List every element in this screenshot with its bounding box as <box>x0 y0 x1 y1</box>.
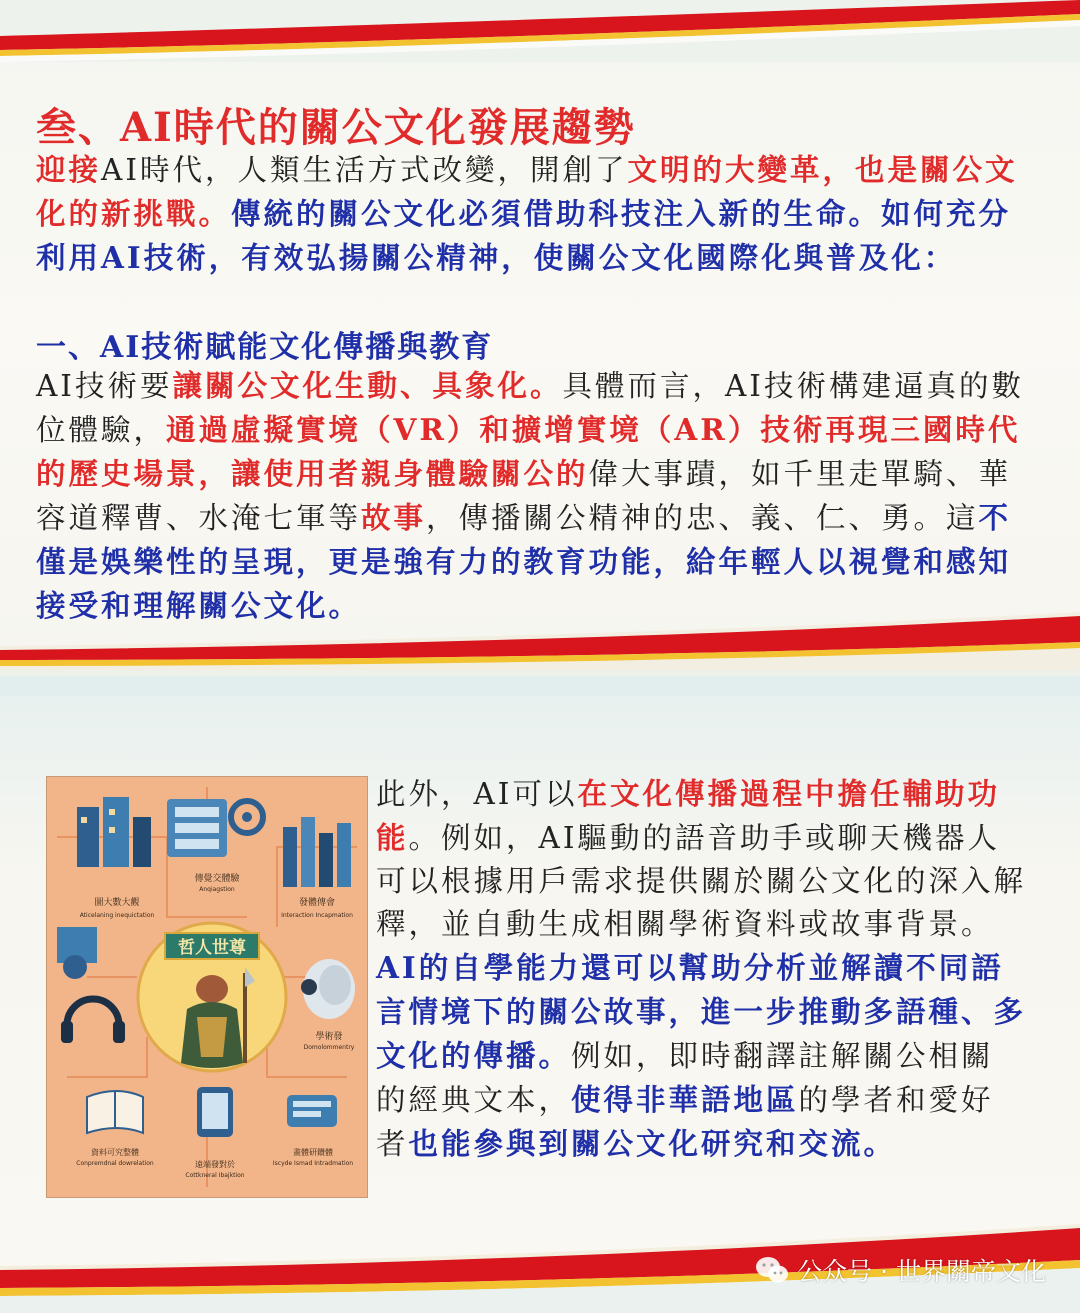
intro-emphasis-blue: 傳統的關公文化必須借助科技注入新的生命。如何充分利用AI技術，有效弘揚關公精神，使關公文化國際化與普及化： <box>36 196 1012 275</box>
intro-text: AI時代，人類生活方式改變，開創了 <box>101 153 628 187</box>
label-3-en: Interaction Incapmation <box>281 912 353 919</box>
ai-assist-text: 此外，AI可以 <box>376 777 578 811</box>
section-emphasis-red: 讓關公文化生動、具象化。 <box>172 368 563 403</box>
watermark-text: 公众号 · 世界關帝文化 <box>797 1257 1046 1286</box>
ai-assist-emphasis-blue: AI的自學能力還可以幫助分析並解讀不同語言情境下的關公故事，進一步推動多語種、多文化的傳播。 <box>376 950 1027 1073</box>
intro-emphasis-red: 文明的大變革，也是關公文化的新挑戰。 <box>36 152 1018 231</box>
label-1: 圖大數大觀 <box>94 898 140 908</box>
section-paragraph <box>36 364 1036 628</box>
label-7-en: Iscyde Ismad Intradmation <box>272 1160 354 1167</box>
label-3: 發體傳會 <box>298 898 336 908</box>
page-title: 叁、AI時代的關公文化發展趨勢 <box>36 104 636 151</box>
label-1-en: Aticelaning inequictation <box>79 912 155 919</box>
chat-icon <box>287 1095 337 1127</box>
section-text: AI技術要 <box>36 369 173 403</box>
ai-assist-text: 例如，即時翻譯註解關公相關的經典文本， <box>376 1039 994 1117</box>
intro-emphasis-red: 迎接 <box>36 152 102 187</box>
bottom-decorative-band <box>0 612 1080 670</box>
ai-culture-illustration <box>46 776 368 1198</box>
tablet-icon <box>197 1087 233 1137</box>
section-text: 偉大事蹟，如千里走單騎、華容道釋曹、水淹七軍等 <box>36 457 1012 535</box>
ai-assist-paragraph <box>376 772 1026 1166</box>
wechat-account-watermark <box>755 1252 1046 1288</box>
label-6: 遠端發對於 <box>195 1160 235 1169</box>
label-2: 傳覺交體驗 <box>194 874 240 884</box>
label-5-en: Conpremdnal dowrelation <box>76 1160 154 1167</box>
ai-assist-emphasis-red: 在文化傳播過程中擔任輔助功能 <box>376 776 1000 855</box>
section-emphasis-red: 故事 <box>361 500 427 535</box>
label-4-en: Domolommentry <box>303 1044 355 1051</box>
label-6-en: Cottkneral Ibajktion <box>185 1172 245 1179</box>
label-2-en: Anqiagstion <box>199 886 235 893</box>
intro-paragraph <box>36 148 1036 280</box>
top-decorative-band <box>0 676 1080 696</box>
section-text: 具體而言，AI技術構建逼真的數位體驗， <box>36 369 1024 447</box>
section-text: ，傳播關公精神的忠、義、仁、勇。這 <box>426 501 979 535</box>
label-5: 資料可究整體 <box>91 1148 139 1157</box>
section-subheading: 一、AI技術賦能文化傳播與教育 <box>36 330 494 365</box>
wechat-icon <box>755 1255 789 1285</box>
globe-icon <box>63 955 87 979</box>
server-icon <box>167 799 227 857</box>
section-emphasis-red: 通過虛擬實境（VR）和擴增實境（AR）技術再現三國時代的歷史場景，讓使用者親身體驗關公的 <box>36 412 1021 491</box>
ai-assist-text: 的學者和愛好者 <box>376 1083 994 1161</box>
ai-assist-text: 。例如，AI驅動的語音助手或聊天機器人可以根據用戶需求提供關於關公文化的深入解釋，並自動生成相關學術資料或故事背景。 <box>376 821 1027 941</box>
ai-assist-emphasis-blue: 也能參與到關公文化研究和交流。 <box>408 1126 897 1161</box>
top-decorative-band <box>0 0 1080 62</box>
ai-assist-emphasis-blue: 使得非華語地區 <box>571 1082 799 1117</box>
banner-title: 哲人世尊 <box>178 938 246 958</box>
section-emphasis-blue: 不僅是娛樂性的呈現，更是強有力的教育功能，給年輕人以視覺和感知接受和理解關公文化。 <box>36 500 1012 623</box>
open-book-icon <box>87 1091 143 1133</box>
label-4: 學術發 <box>315 1032 343 1042</box>
label-7: 畫體研鑽體 <box>293 1148 333 1157</box>
